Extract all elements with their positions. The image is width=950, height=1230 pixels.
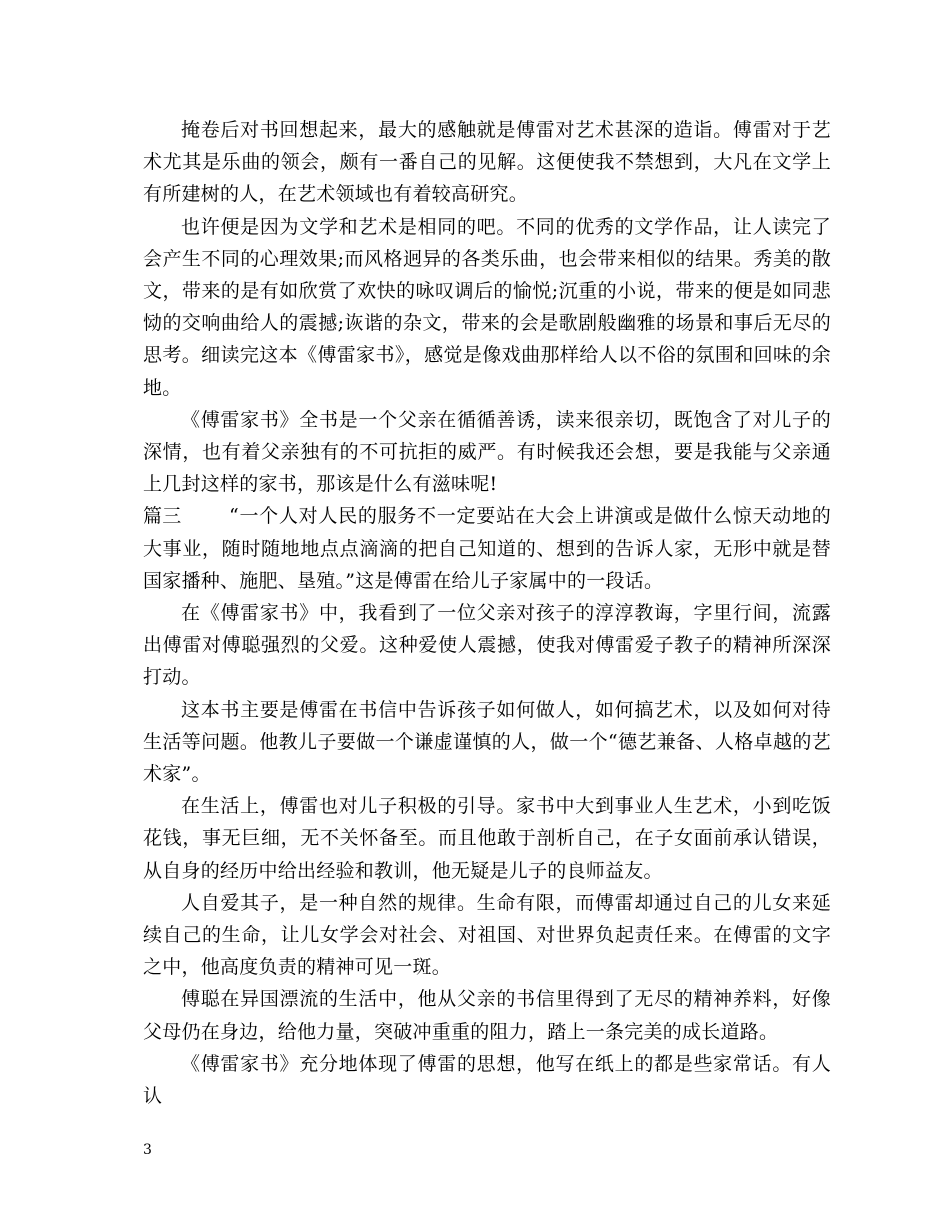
- section-label: 篇三: [143, 505, 182, 528]
- paragraph: 在生活上，傅雷也对儿子积极的引导。家书中大到事业人生艺术，小到吃饭花钱，事无巨细，无不关怀备至。而且他敢于剖析自己，在子女面前承认错误，从自身的经历中给出经验和教训，他无疑是儿子的良师益友。: [143, 795, 831, 882]
- paragraph: 这本书主要是傅雷在书信中告诉孩子如何做人，如何搞艺术，以及如何对待生活等问题。他教儿子要做一个谦虚谨慎的人，做一个“德艺兼备、人格卓越的艺术家”。: [143, 698, 831, 786]
- body-text: [143, 114, 831, 1112]
- section-paragraph: [143, 500, 831, 597]
- paragraph: 《傅雷家书》全书是一个父亲在循循善诱，读来很亲切，既饱含了对儿子的深情，也有着父亲独有的不可抗拒的威严。有时候我还会想，要是我能与父亲通上几封这样的家书，那该是什么有滋味呢!: [143, 408, 831, 496]
- paragraph: 也许便是因为文学和艺术是相同的吧。不同的优秀的文学作品，让人读完了会产生不同的心理效果;而风格迥异的各类乐曲，也会带来相似的结果。秀美的散文，带来的是有如欣赏了欢快的咏叹调后的愉悦;沉重的小说，带来的便是如同悲恸的交响曲给人的震撼;诙谐的杂文，带来的会是歌剧般幽雅的场景和事后无尽的思考。细读完这本《傅雷家书》，感觉是像戏曲那样给人以不俗的氛围和回味的余地。: [143, 215, 831, 399]
- paragraph: 掩卷后对书回想起来，最大的感触就是傅雷对艺术甚深的造诣。傅雷对于艺术尤其是乐曲的领会，颇有一番自己的见解。这便使我不禁想到，大凡在文学上有所建树的人，在艺术领域也有着较高研究。: [143, 119, 831, 206]
- paragraph: 在《傅雷家书》中，我看到了一位父亲对孩子的淳淳教诲，字里行间，流露出傅雷对傅聪强烈的父爱。这种爱使人震撼，使我对傅雷爱子教子的精神所深深打动。: [143, 602, 831, 689]
- paragraph: 傅聪在异国漂流的生活中，他从父亲的书信里得到了无尽的精神养料，好像父母仍在身边，给他力量，突破冲重重的阻力，踏上一条完美的成长道路。: [143, 988, 831, 1043]
- paragraph: 《傅雷家书》充分地体现了傅雷的思想，他写在纸上的都是些家常话。有人认: [143, 1052, 831, 1108]
- page-number: 3: [143, 1142, 152, 1158]
- section-paragraph-text: “一个人对人民的服务不一定要站在大会上讲演或是做什么惊天动地的大事业，随时随地地点点滴滴的把自己知道的、想到的告诉人家，无形中就是替国家播种、施肥、垦殖。”这是傅雷在给儿子家属中的一段话。: [143, 505, 831, 592]
- paragraph: 人自爱其子，是一种自然的规律。生命有限，而傅雷却通过自己的儿女来延续自己的生命，让儿女学会对社会、对祖国、对世界负起责任来。在傅雷的文字之中，他高度负责的精神可见一斑。: [143, 891, 831, 979]
